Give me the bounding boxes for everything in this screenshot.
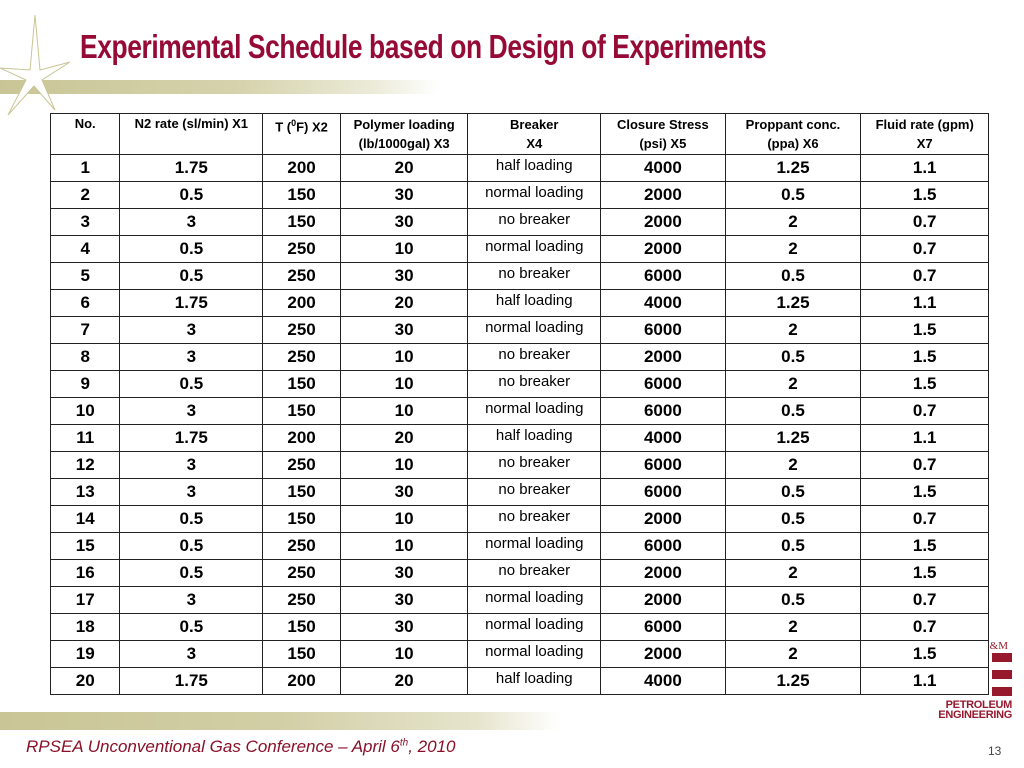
slide-title: Experimental Schedule based on Design of Experiments [80,28,767,65]
table-row [51,182,989,209]
table-row [51,236,989,263]
table-row [51,641,989,668]
header-no: No. [51,114,120,155]
cell-polymer-loading: 20 [340,155,468,182]
table-row [51,506,989,533]
header-breaker: Breaker X4 [468,114,601,155]
cell-n2-rate: 0.5 [120,614,263,641]
cell-no: 7 [51,317,120,344]
cell-n2-rate: 0.5 [120,371,263,398]
cell-breaker: no breaker [468,344,601,371]
header-polymer-loading: Polymer loading (lb/1000gal) X3 [340,114,468,155]
cell-no: 17 [51,587,120,614]
cell-proppant-conc: 2 [725,209,861,236]
footer-accent-bar [0,712,560,730]
cell-polymer-loading: 30 [340,560,468,587]
cell-proppant-conc: 2 [725,236,861,263]
cell-temperature: 250 [263,452,341,479]
cell-n2-rate: 3 [120,344,263,371]
cell-fluid-rate: 0.7 [861,209,989,236]
cell-fluid-rate: 1.5 [861,479,989,506]
table-row [51,614,989,641]
table-row [51,668,989,695]
cell-proppant-conc: 2 [725,560,861,587]
cell-breaker: half loading [468,290,601,317]
cell-no: 3 [51,209,120,236]
cell-temperature: 200 [263,290,341,317]
table-row [51,479,989,506]
cell-breaker: no breaker [468,371,601,398]
cell-breaker: normal loading [468,236,601,263]
cell-n2-rate: 3 [120,209,263,236]
table-row [51,263,989,290]
table-row [51,371,989,398]
cell-temperature: 150 [263,182,341,209]
cell-proppant-conc: 1.25 [725,155,861,182]
cell-temperature: 250 [263,560,341,587]
cell-no: 6 [51,290,120,317]
cell-fluid-rate: 0.7 [861,614,989,641]
cell-closure-stress: 2000 [601,236,726,263]
cell-fluid-rate: 1.5 [861,182,989,209]
cell-closure-stress: 6000 [601,533,726,560]
cell-fluid-rate: 0.7 [861,263,989,290]
cell-fluid-rate: 1.5 [861,317,989,344]
cell-fluid-rate: 0.7 [861,587,989,614]
cell-no: 14 [51,506,120,533]
cell-closure-stress: 2000 [601,560,726,587]
cell-breaker: half loading [468,668,601,695]
petroleum-engineering-logo [932,638,1012,723]
cell-closure-stress: 6000 [601,614,726,641]
cell-fluid-rate: 1.5 [861,344,989,371]
cell-closure-stress: 6000 [601,317,726,344]
cell-breaker: normal loading [468,182,601,209]
table-row [51,560,989,587]
cell-temperature: 200 [263,425,341,452]
cell-temperature: 250 [263,533,341,560]
cell-polymer-loading: 30 [340,614,468,641]
cell-breaker: no breaker [468,479,601,506]
cell-n2-rate: 0.5 [120,236,263,263]
cell-closure-stress: 6000 [601,371,726,398]
cell-temperature: 150 [263,506,341,533]
cell-no: 19 [51,641,120,668]
logo-top-text: &M [989,640,1008,652]
cell-no: 12 [51,452,120,479]
cell-polymer-loading: 30 [340,479,468,506]
cell-proppant-conc: 0.5 [725,587,861,614]
cell-n2-rate: 3 [120,641,263,668]
cell-temperature: 250 [263,317,341,344]
cell-proppant-conc: 2 [725,371,861,398]
cell-n2-rate: 3 [120,452,263,479]
cell-proppant-conc: 0.5 [725,344,861,371]
cell-fluid-rate: 1.5 [861,533,989,560]
cell-breaker: half loading [468,155,601,182]
cell-fluid-rate: 0.7 [861,452,989,479]
cell-closure-stress: 2000 [601,182,726,209]
cell-closure-stress: 2000 [601,641,726,668]
cell-n2-rate: 0.5 [120,560,263,587]
star-icon [0,10,80,120]
cell-temperature: 150 [263,614,341,641]
experimental-schedule-table [50,113,989,695]
cell-temperature: 250 [263,587,341,614]
cell-polymer-loading: 30 [340,587,468,614]
table-row [51,533,989,560]
cell-temperature: 250 [263,236,341,263]
header-fluid-rate: Fluid rate (gpm) X7 [861,114,989,155]
cell-proppant-conc: 2 [725,452,861,479]
cell-closure-stress: 4000 [601,425,726,452]
cell-breaker: normal loading [468,533,601,560]
cell-polymer-loading: 10 [340,506,468,533]
cell-fluid-rate: 1.5 [861,371,989,398]
cell-fluid-rate: 1.1 [861,425,989,452]
cell-no: 4 [51,236,120,263]
cell-temperature: 150 [263,398,341,425]
cell-breaker: no breaker [468,452,601,479]
cell-closure-stress: 2000 [601,209,726,236]
cell-closure-stress: 4000 [601,290,726,317]
cell-temperature: 150 [263,479,341,506]
cell-no: 13 [51,479,120,506]
cell-breaker: normal loading [468,317,601,344]
logo-line2: ENGINEERING [938,709,1012,721]
cell-temperature: 200 [263,668,341,695]
cell-temperature: 250 [263,263,341,290]
cell-breaker: normal loading [468,587,601,614]
cell-fluid-rate: 0.7 [861,236,989,263]
cell-breaker: normal loading [468,398,601,425]
cell-polymer-loading: 10 [340,344,468,371]
cell-proppant-conc: 1.25 [725,290,861,317]
table-row [51,398,989,425]
cell-temperature: 250 [263,344,341,371]
cell-breaker: normal loading [468,641,601,668]
table-row [51,452,989,479]
cell-breaker: no breaker [468,263,601,290]
cell-no: 16 [51,560,120,587]
header-closure-stress: Closure Stress (psi) X5 [601,114,726,155]
cell-temperature: 150 [263,209,341,236]
header-n2-rate: N2 rate (sl/min) X1 [120,114,263,155]
cell-n2-rate: 1.75 [120,155,263,182]
table-row [51,344,989,371]
cell-proppant-conc: 0.5 [725,263,861,290]
cell-polymer-loading: 30 [340,263,468,290]
page-number: 13 [988,744,1002,758]
cell-no: 8 [51,344,120,371]
cell-fluid-rate: 1.5 [861,641,989,668]
cell-n2-rate: 0.5 [120,263,263,290]
logo-e-mark [992,653,1012,697]
cell-closure-stress: 6000 [601,479,726,506]
cell-polymer-loading: 10 [340,398,468,425]
cell-proppant-conc: 1.25 [725,668,861,695]
cell-polymer-loading: 30 [340,317,468,344]
cell-n2-rate: 0.5 [120,533,263,560]
cell-no: 9 [51,371,120,398]
cell-breaker: normal loading [468,614,601,641]
cell-polymer-loading: 10 [340,236,468,263]
cell-proppant-conc: 1.25 [725,425,861,452]
cell-proppant-conc: 0.5 [725,533,861,560]
cell-n2-rate: 3 [120,587,263,614]
cell-no: 10 [51,398,120,425]
cell-proppant-conc: 0.5 [725,506,861,533]
cell-polymer-loading: 20 [340,425,468,452]
cell-n2-rate: 1.75 [120,290,263,317]
cell-polymer-loading: 10 [340,452,468,479]
cell-polymer-loading: 30 [340,209,468,236]
table-row [51,425,989,452]
cell-fluid-rate: 1.1 [861,155,989,182]
cell-temperature: 150 [263,641,341,668]
cell-temperature: 200 [263,155,341,182]
cell-breaker: half loading [468,425,601,452]
cell-polymer-loading: 10 [340,371,468,398]
cell-proppant-conc: 0.5 [725,479,861,506]
cell-proppant-conc: 2 [725,614,861,641]
cell-proppant-conc: 2 [725,317,861,344]
cell-polymer-loading: 10 [340,641,468,668]
cell-n2-rate: 1.75 [120,425,263,452]
logo-line1: PETROLEUM [945,699,1012,711]
cell-n2-rate: 3 [120,398,263,425]
footer-conference-text: RPSEA Unconventional Gas Conference – April 6th, 2010 [26,737,456,756]
cell-no: 1 [51,155,120,182]
table-row [51,209,989,236]
cell-breaker: no breaker [468,506,601,533]
cell-proppant-conc: 0.5 [725,182,861,209]
cell-n2-rate: 0.5 [120,182,263,209]
cell-closure-stress: 2000 [601,506,726,533]
cell-n2-rate: 1.75 [120,668,263,695]
cell-n2-rate: 0.5 [120,506,263,533]
header-temperature: T ($^0$F) X2 [263,114,341,155]
table-body [51,155,989,695]
cell-no: 15 [51,533,120,560]
cell-closure-stress: 6000 [601,452,726,479]
cell-fluid-rate: 0.7 [861,506,989,533]
table-row [51,587,989,614]
cell-closure-stress: 6000 [601,398,726,425]
cell-fluid-rate: 1.5 [861,560,989,587]
cell-closure-stress: 4000 [601,668,726,695]
cell-closure-stress: 2000 [601,344,726,371]
table-row [51,155,989,182]
cell-polymer-loading: 30 [340,182,468,209]
cell-fluid-rate: 1.1 [861,290,989,317]
table-header-row [51,114,989,155]
cell-polymer-loading: 20 [340,668,468,695]
cell-closure-stress: 2000 [601,587,726,614]
cell-no: 20 [51,668,120,695]
cell-polymer-loading: 10 [340,533,468,560]
cell-proppant-conc: 2 [725,641,861,668]
cell-no: 11 [51,425,120,452]
cell-proppant-conc: 0.5 [725,398,861,425]
cell-temperature: 150 [263,371,341,398]
cell-n2-rate: 3 [120,317,263,344]
cell-fluid-rate: 0.7 [861,398,989,425]
header-proppant-conc: Proppant conc. (ppa) X6 [725,114,861,155]
cell-breaker: no breaker [468,209,601,236]
cell-fluid-rate: 1.1 [861,668,989,695]
table-row [51,290,989,317]
table-row [51,317,989,344]
cell-no: 18 [51,614,120,641]
cell-polymer-loading: 20 [340,290,468,317]
cell-no: 2 [51,182,120,209]
cell-closure-stress: 4000 [601,155,726,182]
cell-breaker: no breaker [468,560,601,587]
cell-n2-rate: 3 [120,479,263,506]
cell-no: 5 [51,263,120,290]
cell-closure-stress: 6000 [601,263,726,290]
